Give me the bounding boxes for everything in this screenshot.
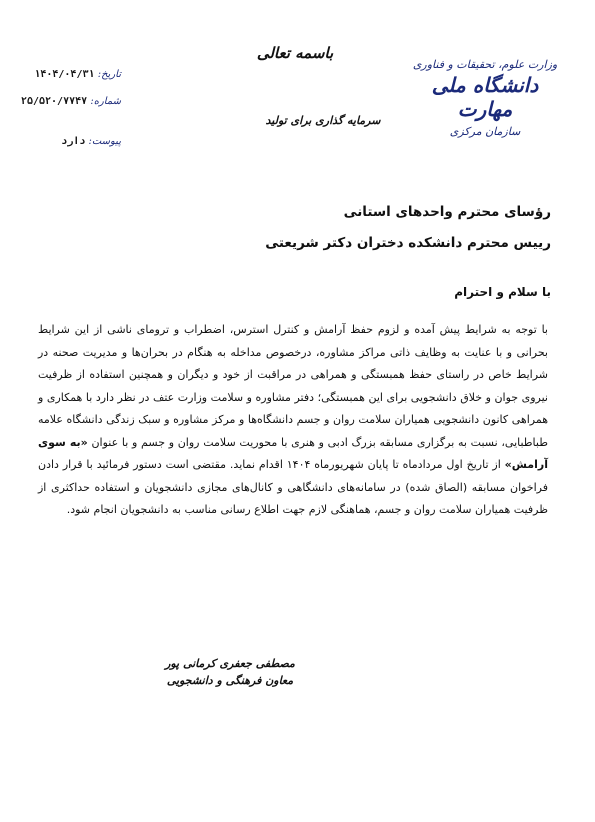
greeting: با سلام و احترام xyxy=(454,285,551,299)
contest-title: «به سوی آرامش» xyxy=(38,435,548,471)
year-slogan: سرمایه گذاری برای تولید xyxy=(265,114,381,127)
letter-number xyxy=(16,96,121,107)
recipient-line: رؤسای محترم واحدهای استانی xyxy=(343,204,551,220)
body-part-1: با توجه به شرایط پیش آمده و لزوم حفظ آرامش و کنترل استرس، اضطراب و ترومای ناشی از این شرایط بحرانی و با عنایت به وظایف ذاتی مراکز مشاوره، درخصوص مداخله به هنگام در بحران‌ها و مدیریت صحنه در شرایط خاص در راستای حفظ همبستگی و همراهی در مراقبت از خود و دیگران و همچنین استفاده از ظرفیت نیروی جوان و خلاق دانشجویی برای این همبستگی؛ دفتر مشاوره و سلامت وزارت عتف در نظر دارد با همکاری و همراهی کانون دانشجویی همیاران سلامت روان و جسم دانشگاه‌ها و مرکز مشاوره و سبک زندگی دانشگاه علامه طباطبایی، نسبت به برگزاری مسابقه بزرگ ادبی و هنری با محوریت سلامت روان و جسم و با عنوان xyxy=(38,323,548,449)
recipient-line: رییس محترم دانشکده دختران دکتر شریعتی xyxy=(265,235,551,251)
office-name: سازمان مرکزی xyxy=(449,125,521,138)
number-value: ۲۵/۵۲۰/۷۷۴۷ xyxy=(20,96,88,107)
date-label: تاریخ: xyxy=(97,69,121,80)
letter-attachment xyxy=(16,136,121,147)
signatory-title: معاون فرهنگی و دانشجویی xyxy=(166,674,294,687)
recipients-block xyxy=(265,204,551,266)
university-name: دانشگاه ملی مهارت xyxy=(431,73,539,121)
attachment-label: پیوست: xyxy=(88,136,121,147)
basmala-heading: باسمه تعالی xyxy=(256,44,334,62)
date-value: ۱۴۰۴/۰۴/۳۱ xyxy=(34,69,95,80)
signature-block xyxy=(150,657,310,691)
number-label: شماره: xyxy=(90,96,121,107)
ministry-name: وزارت علوم، تحقیقات و فناوری xyxy=(412,58,558,71)
body-part-2: از تاریخ اول مردادماه تا پایان شهریورماه ۱۴۰۴ اقدام نماید. مقتضی است دستور فرمائید با قرار دادن فراخوان مسابقه (الصاق شده) در سامانه‌های دانشگاهی و کانال‌های مجازی دانشجویان و استفاده حداکثری از ظرفیت همیاران سلامت روان و جسم، هماهنگی لازم جهت اطلاع رسانی مناسب به دانشجویان انجام شود. xyxy=(38,458,548,516)
letter-date xyxy=(16,69,121,80)
letterhead xyxy=(405,58,565,138)
signatory-name: مصطفی جعفری کرمانی پور xyxy=(165,657,295,670)
attachment-value: دارد xyxy=(61,136,86,147)
letter-body xyxy=(38,319,548,522)
